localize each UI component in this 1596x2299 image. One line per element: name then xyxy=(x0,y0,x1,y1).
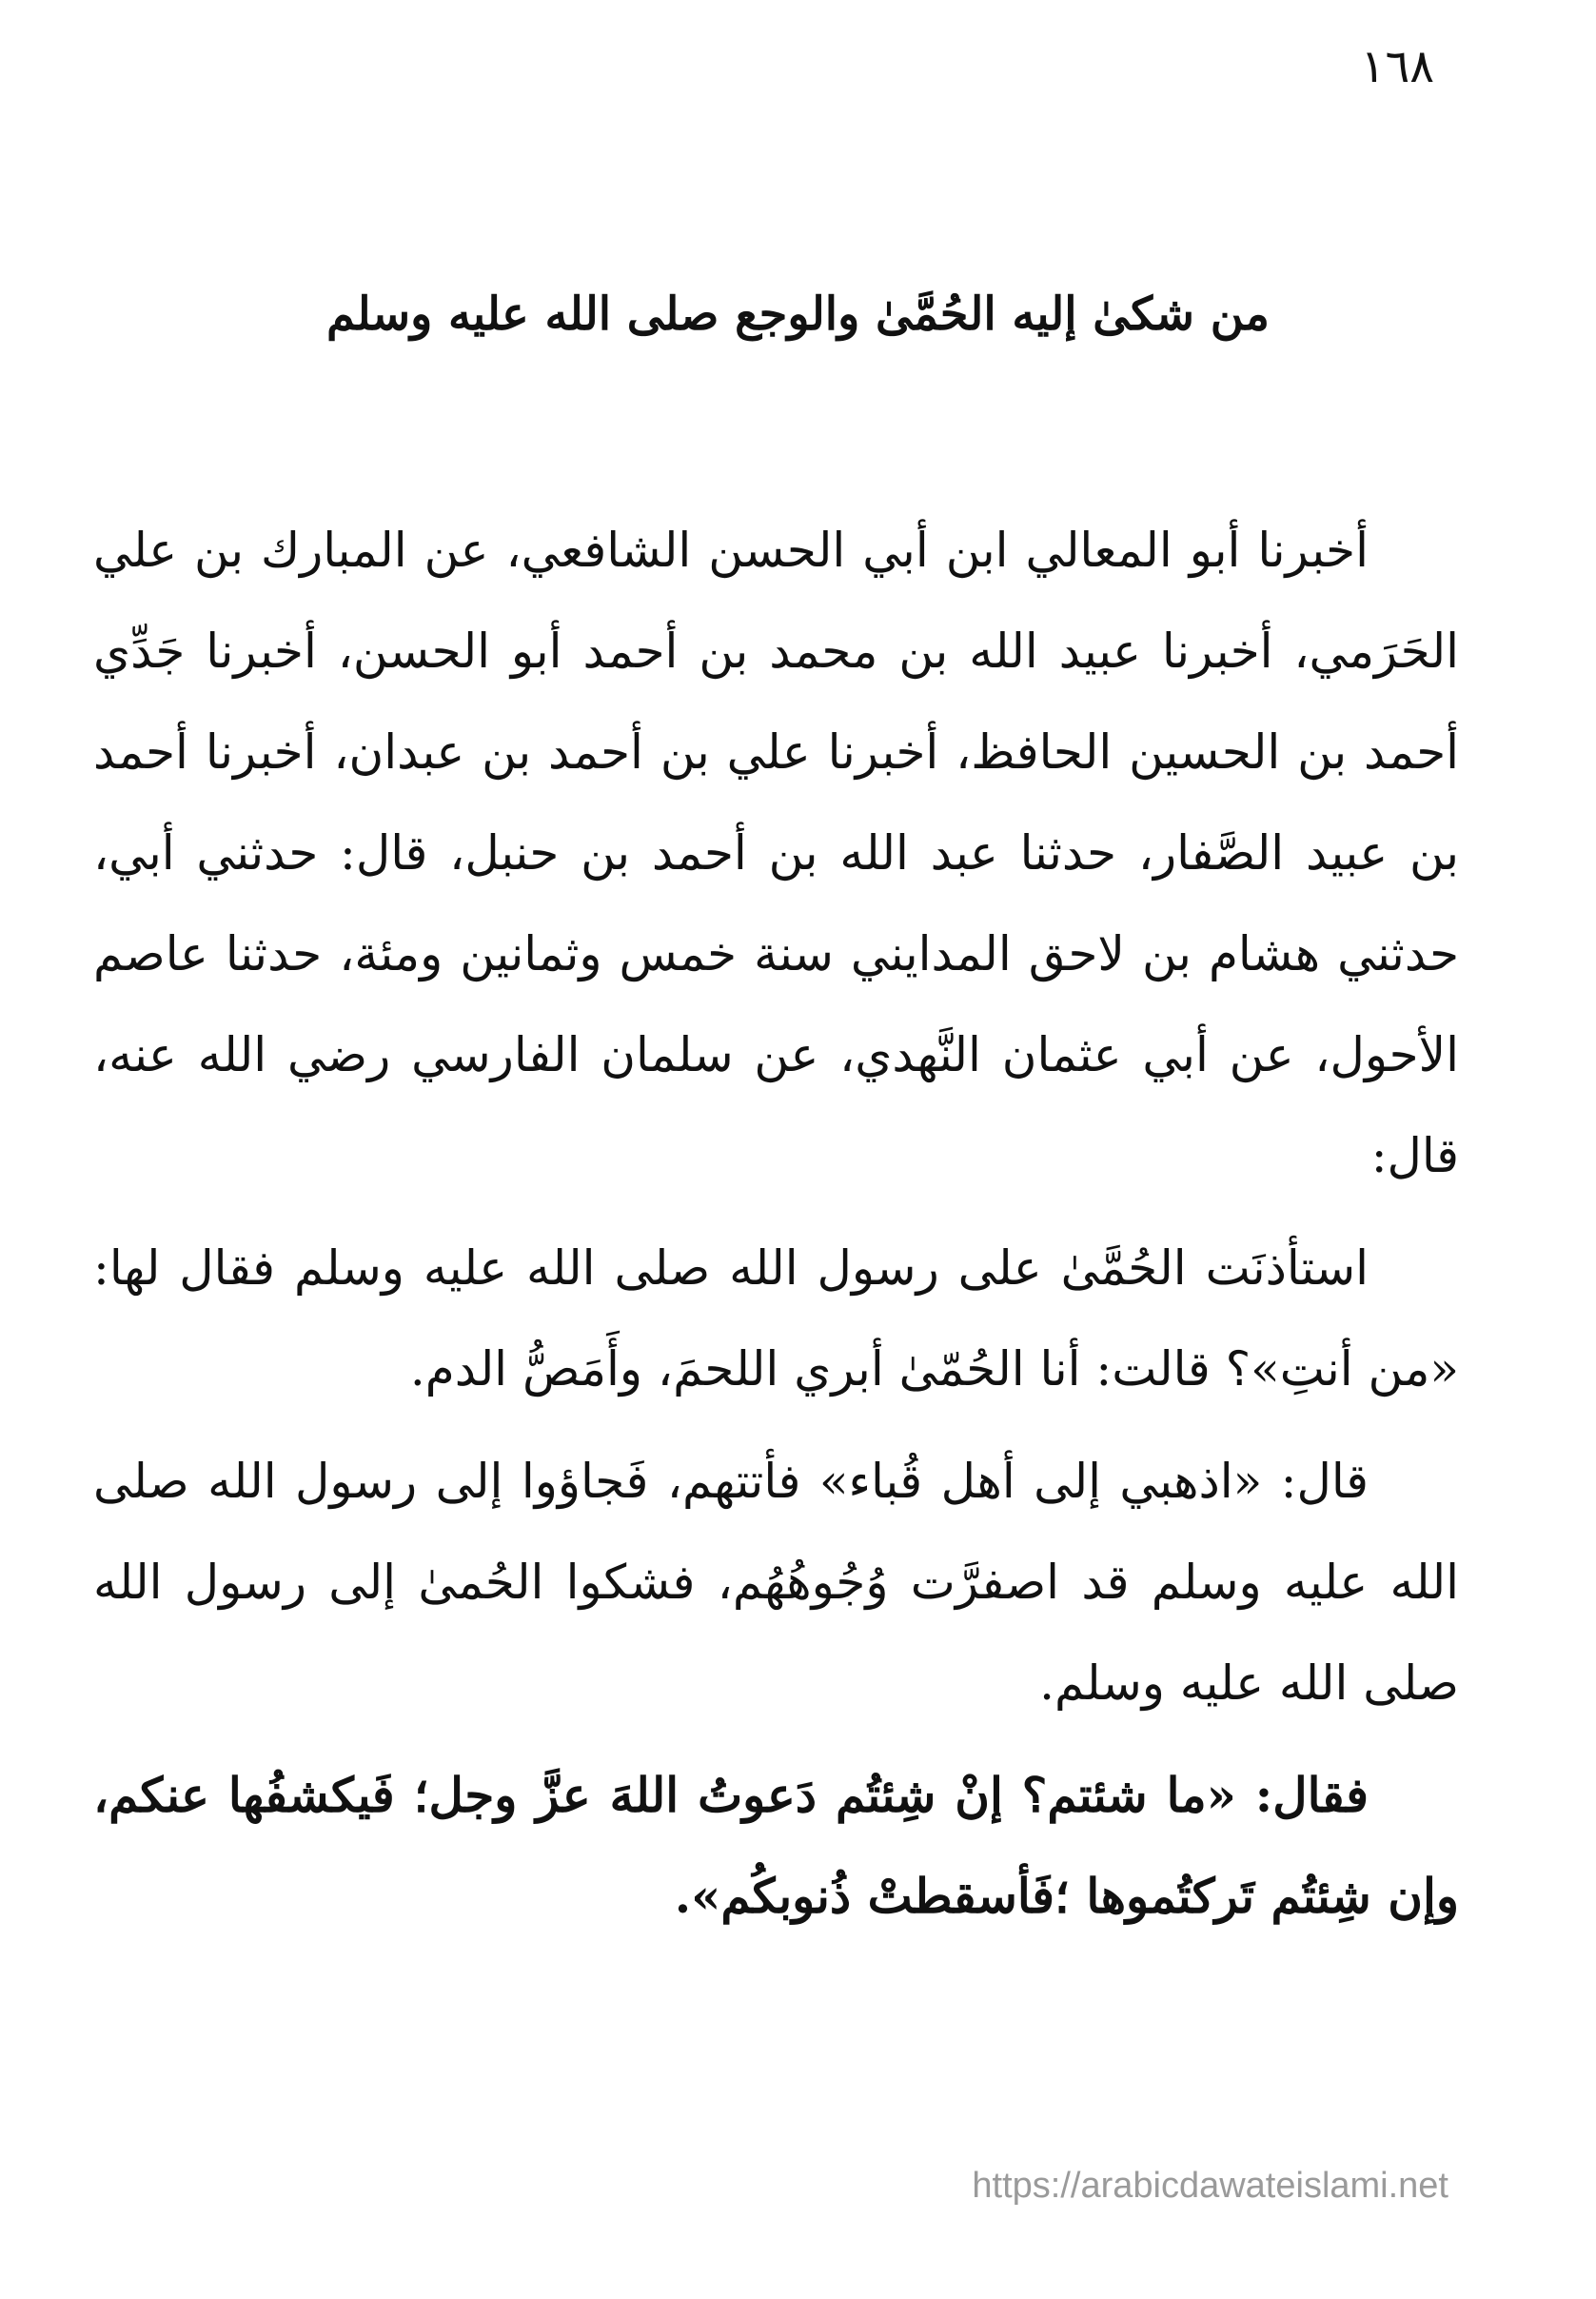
paragraph-isnad: أخبرنا أبو المعالي ابن أبي الحسن الشافعي، عن المبارك بن علي الحَرَمي، أخبرنا عبيد الله بن محمد بن أحمد أبو الحسن، أخبرنا جَدِّي أحمد بن الحسين الحافظ، أخبرنا علي بن أحمد بن عبدان، أخبرنا أحمد بن عبيد الصَّفار، حدثنا عبد الله بن أحمد بن حنبل، قال: حدثني أبي، حدثني هشام بن لاحق المدايني سنة خمس وثمانين ومئة، حدثنا عاصم الأحول، عن أبي عثمان النَّهدي، عن سلمان الفارسي رضي الله عنه، قال: xyxy=(93,523,1459,1183)
paragraph-quba: قال: «اذهبي إلى أهل قُباء» فأتتهم، فَجاؤوا إلى رسول الله صلى الله عليه وسلم قد اصفرَّت وُجُوهُهُم، فشكوا الحُمىٰ إلى رسول الله صلى الله عليه وسلم. xyxy=(93,1454,1459,1711)
main-text xyxy=(93,500,1459,1947)
page-number: ١٦٨ xyxy=(1360,40,1434,93)
page-title: من شكىٰ إليه الحُمَّىٰ والوجع صلى الله عليه وسلم xyxy=(326,287,1270,341)
paragraph-fever-request: استأذنَت الحُمَّىٰ على رسول الله صلى الله عليه وسلم فقال لها: «من أنتِ»؟ قالت: أنا الحُمّىٰ أبري اللحمَ، وأَمَصُّ الدم. xyxy=(93,1240,1459,1397)
watermark-url: https://arabicdawateislami.net xyxy=(972,2166,1448,2206)
paragraph-prophet-reply: فقال: «ما شئتم؟ إنْ شِئتُم دَعوتُ اللهَ عزَّ وجل؛ فَيكشفُها عنكم، وإن شِئتُم تَركتُموها ؛فَأسقطتْ ذُنوبكُم». xyxy=(93,1767,1459,1924)
